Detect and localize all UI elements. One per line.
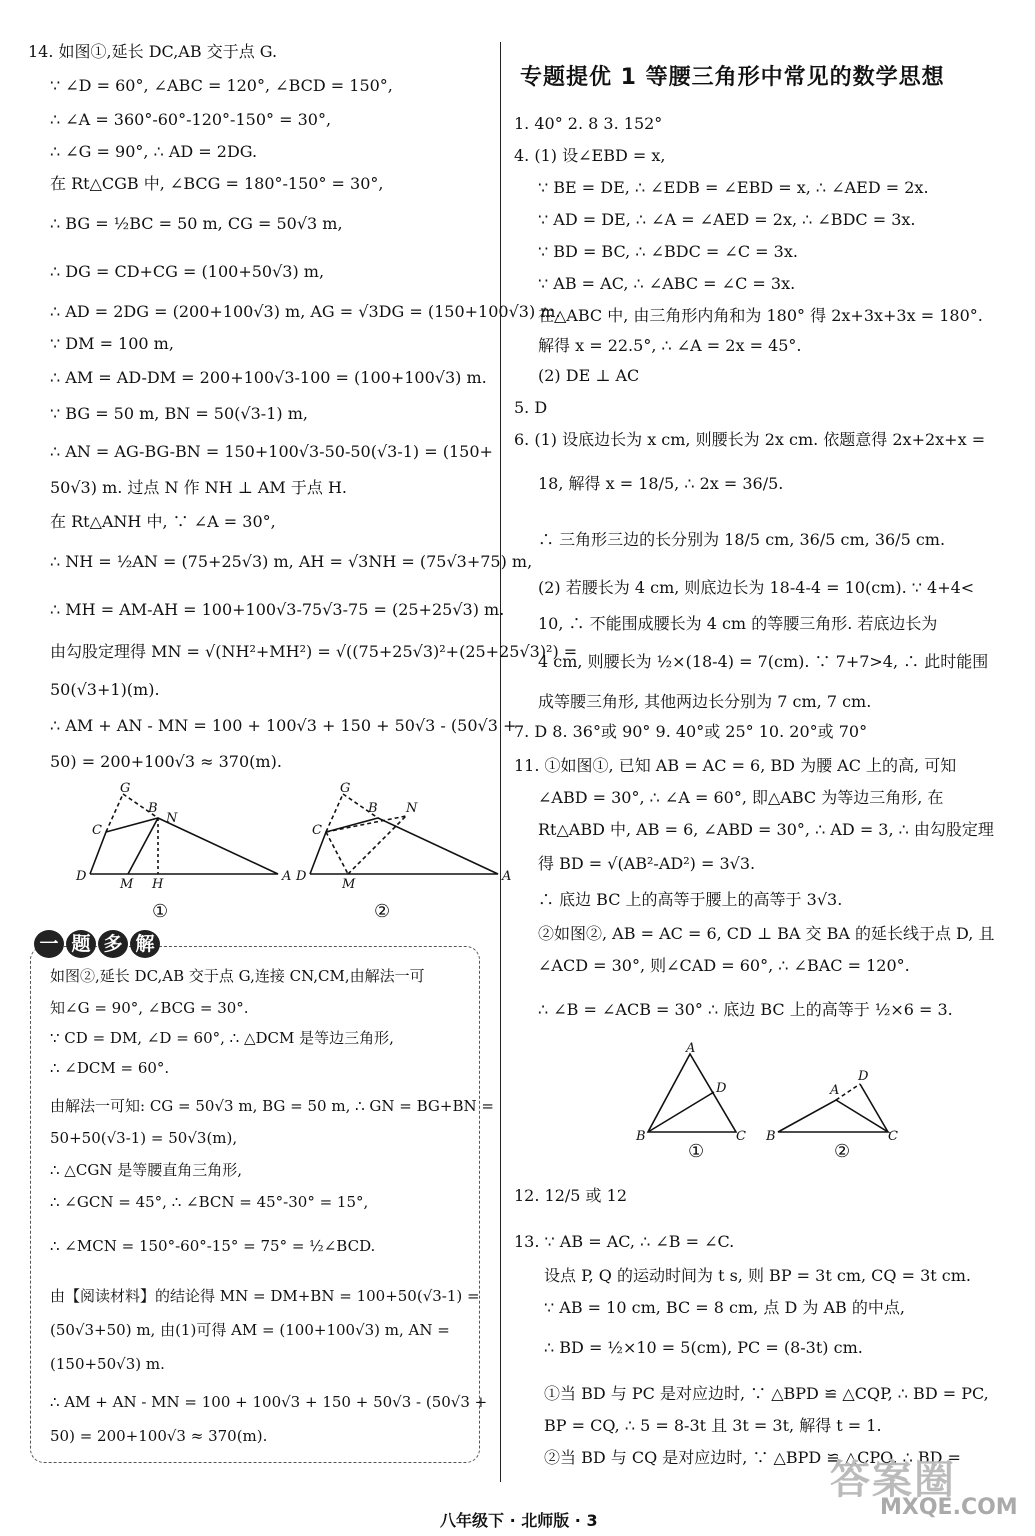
q11-figure-1-labels (635, 1041, 746, 1144)
q14-line: 在 Rt△ANH 中, ∵ ∠A = 30°, (50, 512, 276, 531)
answer-line: 得 BD = √(AB²-AD²) = 3√3. (538, 854, 756, 873)
box-line: 如图②,延长 DC,AB 交于点 G,连接 CN,CM,由解法一可 (50, 967, 425, 985)
q14-line: ∴ BG = ½BC = 50 m, CG = 50√3 m, (50, 214, 343, 233)
page-footer: 八年级下 · 北师版 · 3 (440, 1511, 598, 1530)
answer-line: 18, 解得 x = 18/5, ∴ 2x = 36/5. (538, 474, 784, 493)
badge-char: 一 (34, 930, 64, 958)
box-line: ∴ AM + AN - MN = 100 + 100√3 + 150 + 50√3 - (50√3 + (50, 1393, 488, 1411)
multi-solution-badge (34, 930, 160, 960)
answer-line: 7. D 8. 36°或 90° 9. 40°或 25° 10. 20°或 70° (514, 722, 868, 741)
q14-line: ∴ MH = AM-AH = 100+100√3-75√3-75 = (25+25√3) m. (50, 600, 505, 619)
box-line: 由【阅读材料】的结论得 MN = DM+BN = 100+50(√3-1) = (50, 1287, 480, 1305)
q14-line: ∵ DM = 100 m, (50, 334, 174, 353)
answer-line: 11. ①如图①, 已知 AB = AC = 6, BD 为腰 AC 上的高, 可知 (514, 756, 957, 775)
q14-line: 50(√3+1)(m). (50, 680, 160, 699)
q14-line: 在 Rt△CGB 中, ∠BCG = 180°-150° = 30°, (50, 174, 384, 193)
answer-line: ②当 BD 与 CQ 是对应边时, ∵ △BPD ≌ △CPQ, ∴ BD = (544, 1448, 961, 1467)
answer-line: ∴ ∠B = ∠ACB = 30° ∴ 底边 BC 上的高等于 ½×6 = 3. (538, 1000, 953, 1019)
box-line: 50) = 200+100√3 ≈ 370(m). (50, 1427, 268, 1445)
figure-1-caption: ① (152, 901, 169, 922)
answer-line: ①当 BD 与 PC 是对应边时, ∵ △BPD ≌ △CQP, ∴ BD = PC, (544, 1384, 989, 1403)
box-line: ∴ △CGN 是等腰直角三角形, (50, 1161, 242, 1179)
answer-line: 解得 x = 22.5°, ∴ ∠A = 2x = 45°. (538, 336, 802, 355)
svg-text:G: G (120, 781, 131, 796)
svg-text:H: H (152, 877, 164, 892)
watermark-logo: 答案圈 (830, 1457, 956, 1503)
answer-line: 在△ABC 中, 由三角形内角和为 180° 得 2x+3x+3x = 180°. (538, 306, 983, 325)
answer-line: ∴ 三角形三边的长分别为 18/5 cm, 36/5 cm, 36/5 cm. (538, 530, 946, 549)
q14-line: ∴ AD = 2DG = (200+100√3) m, AG = √3DG = (150+100√3) m. (50, 302, 561, 321)
q14-line: ∵ ∠D = 60°, ∠ABC = 120°, ∠BCD = 150°, (50, 76, 393, 95)
svg-text:N: N (406, 801, 418, 816)
figure-1-labels (75, 781, 291, 892)
answer-line: ∵ AB = AC, ∴ ∠ABC = ∠C = 3x. (538, 274, 796, 293)
svg-text:C: C (736, 1129, 746, 1144)
svg-text:C: C (312, 823, 322, 838)
answer-line: ∵ BD = BC, ∴ ∠BDC = ∠C = 3x. (538, 242, 798, 261)
answer-line: 6. (1) 设底边长为 x cm, 则腰长为 2x cm. 依题意得 2x+2x+x = (514, 430, 986, 449)
q11-figures (632, 1040, 912, 1160)
svg-text:C: C (888, 1129, 898, 1144)
svg-text:D: D (296, 869, 307, 884)
figure-1 (90, 794, 278, 874)
q14-line: ∴ AM = AD-DM = 200+100√3-100 = (100+100√3) m. (50, 368, 487, 387)
svg-text:A: A (502, 869, 512, 884)
svg-text:D: D (858, 1069, 869, 1084)
svg-text:B: B (636, 1129, 646, 1144)
svg-text:M: M (342, 877, 356, 892)
figure-2 (310, 794, 498, 874)
answer-line: ∠ACD = 30°, 则∠CAD = 60°, ∴ ∠BAC = 120°. (538, 956, 910, 975)
answer-line: BP = CQ, ∴ 5 = 8-3t 且 3t = 3t, 解得 t = 1. (544, 1416, 882, 1435)
answer-line: ∵ BE = DE, ∴ ∠EDB = ∠EBD = x, ∴ ∠AED = 2x. (538, 178, 929, 197)
answer-line: 成等腰三角形, 其他两边长分别为 7 cm, 7 cm. (538, 692, 872, 711)
answer-line: 13. ∵ AB = AC, ∴ ∠B = ∠C. (514, 1232, 735, 1251)
svg-text:D: D (76, 869, 87, 884)
answer-line: 设点 P, Q 的运动时间为 t s, 则 BP = 3t cm, CQ = 3t cm. (544, 1266, 972, 1285)
answer-line: 5. D (514, 398, 548, 417)
answer-line: Rt△ABD 中, AB = 6, ∠ABD = 30°, ∴ AD = 3, ∴ 由勾股定理 (538, 820, 994, 839)
answer-line: ∴ BD = ½×10 = 5(cm), PC = (8-3t) cm. (544, 1338, 863, 1357)
figure-2-labels (295, 781, 511, 892)
answer-line: ∵ AB = 10 cm, BC = 8 cm, 点 D 为 AB 的中点, (544, 1298, 905, 1317)
box-line: ∴ ∠MCN = 150°-60°-15° = 75° = ½∠BCD. (50, 1237, 376, 1255)
svg-text:D: D (716, 1081, 727, 1096)
q11-figure-1-caption: ① (688, 1141, 705, 1162)
q14-line: ∴ NH = ½AN = (75+25√3) m, AH = √3NH = (75√3+75) m, (50, 552, 533, 571)
watermark-url: MXQE.COM (880, 1495, 1018, 1520)
q11-figure-2-caption: ② (834, 1141, 851, 1162)
q14-line: ∴ ∠G = 90°, ∴ AD = 2DG. (50, 142, 258, 161)
svg-text:B: B (766, 1129, 776, 1144)
box-line: ∴ ∠DCM = 60°. (50, 1059, 170, 1077)
answer-line: 10, ∴ 不能围成腰长为 4 cm 的等腰三角形. 若底边长为 (538, 614, 938, 633)
box-line: 由解法一可知: CG = 50√3 m, BG = 50 m, ∴ GN = BG+BN = (50, 1097, 494, 1115)
answer-line: 1. 40° 2. 8 3. 152° (514, 114, 663, 133)
answer-line: ∠ABD = 30°, ∴ ∠A = 60°, 即△ABC 为等边三角形, 在 (538, 788, 944, 807)
box-line: 知∠G = 90°, ∠BCG = 30°. (50, 999, 249, 1017)
answer-line: 12. 12/5 或 12 (514, 1186, 627, 1205)
box-line: ∴ ∠GCN = 45°, ∴ ∠BCN = 45°-30° = 15°, (50, 1193, 369, 1211)
section-title: 专题提优 1 等腰三角形中常见的数学思想 (520, 65, 945, 90)
answer-line: ∴ 底边 BC 上的高等于腰上的高等于 3√3. (538, 890, 843, 909)
svg-text:B: B (368, 801, 378, 816)
box-line: (50√3+50) m, 由(1)可得 AM = (100+100√3) m, AN = (50, 1321, 450, 1339)
answer-line: 4 cm, 则腰长为 ½×(18-4) = 7(cm). ∵ 7+7>4, ∴ 此时能围 (538, 652, 989, 671)
svg-text:N: N (166, 811, 178, 826)
q14-line: 50√3) m. 过点 N 作 NH ⊥ AM 于点 H. (50, 478, 347, 497)
box-line: (150+50√3) m. (50, 1355, 165, 1373)
answer-line: ②如图②, AB = AC = 6, CD ⊥ BA 交 BA 的延长线于点 D, 且 (538, 924, 995, 943)
badge-char: 解 (130, 930, 160, 958)
answer-line: (2) DE ⊥ AC (538, 366, 640, 385)
svg-text:A: A (830, 1083, 840, 1098)
svg-text:A: A (686, 1041, 696, 1056)
svg-text:A: A (282, 869, 292, 884)
box-line: ∵ CD = DM, ∠D = 60°, ∴ △DCM 是等边三角形, (50, 1029, 394, 1047)
svg-text:B: B (148, 801, 158, 816)
answer-line: (2) 若腰长为 4 cm, 则底边长为 18-4-4 = 10(cm). ∵ 4+4< (538, 578, 975, 597)
column-divider (500, 42, 501, 1482)
answer-line: 4. (1) 设∠EBD = x, (514, 146, 666, 165)
figure-2-caption: ② (374, 901, 391, 922)
q14-line: 由勾股定理得 MN = √(NH²+MH²) = √((75+25√3)²+(25+25√3)²) = (50, 642, 578, 661)
badge-char: 题 (66, 930, 96, 958)
q14-line: ∴ AN = AG-BG-BN = 150+100√3-50-50(√3-1) = (150+ (50, 442, 493, 461)
answer-line: ∵ AD = DE, ∴ ∠A = ∠AED = 2x, ∴ ∠BDC = 3x. (538, 210, 916, 229)
q14-line: ∴ ∠A = 360°-60°-120°-150° = 30°, (50, 110, 332, 129)
q14-line: ∵ BG = 50 m, BN = 50(√3-1) m, (50, 404, 308, 423)
q14-line: 50) = 200+100√3 ≈ 370(m). (50, 752, 282, 771)
svg-text:C: C (92, 823, 102, 838)
box-line: 50+50(√3-1) = 50√3(m), (50, 1129, 238, 1147)
q14-line: ∴ DG = CD+CG = (100+50√3) m, (50, 262, 325, 281)
q14-line: ∴ AM + AN - MN = 100 + 100√3 + 150 + 50√3 - (50√3 + (50, 716, 517, 735)
q14-figures (68, 781, 512, 922)
badge-char: 多 (98, 930, 128, 958)
q14-line: 14. 如图①,延长 DC,AB 交于点 G. (28, 42, 278, 61)
svg-text:G: G (340, 781, 351, 796)
svg-text:M: M (120, 877, 134, 892)
